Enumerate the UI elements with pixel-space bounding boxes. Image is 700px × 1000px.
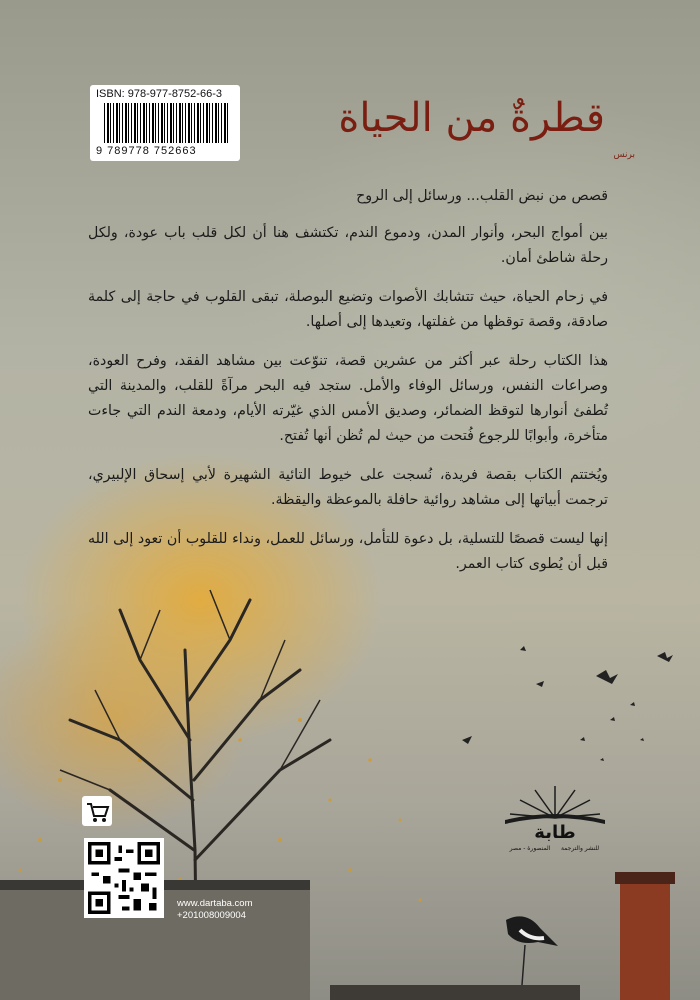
title-mark: برنس <box>613 150 635 160</box>
publisher-city: المنصورة - مصر <box>509 845 551 852</box>
blurb-subtitle: قصص من نبض القلب... ورسائل إلى الروح <box>356 188 608 204</box>
publisher-logo <box>495 778 615 858</box>
publisher-name: طابة <box>534 822 576 843</box>
isbn-digits: 9 789778 752663 <box>96 145 197 157</box>
isbn-code: ISBN: 978-977-8752-66-3 <box>96 88 222 100</box>
publisher-tagline: للنشر والترجمة <box>560 845 600 852</box>
barcode-bars <box>104 103 228 143</box>
phone-number: +201008009004 <box>177 910 246 921</box>
isbn-barcode <box>90 85 240 161</box>
blurb-paragraph: إنها ليست قصصًا للتسلية، بل دعوة للتأمل، ورسائل للعمل، ونداء للقلوب أن تعود إلى الله قبل أن يُطوى كتاب العمر. <box>88 531 608 572</box>
qr-code[interactable] <box>84 838 164 918</box>
blurb-paragraph: ويُختتم الكتاب بقصة فريدة، نُسجت على خيوط التائية الشهيرة لأبي إسحاق الإلبيري، ترجمت أبياتها إلى مشاهد روائية حافلة بالموعظة واليقظة. <box>88 467 608 508</box>
website-link[interactable]: www.dartaba.com <box>177 898 253 909</box>
shopping-cart-icon <box>82 796 112 826</box>
blurb-paragraph: هذا الكتاب رحلة عبر أكثر من عشرين قصة، تنوّعت بين مشاهد الفقد، وفرح العودة، وصراعات النفس، ورسائل الوفاء والأمل. ستجد فيه البحر مرآةً للقلب، والمدينة التي تُطفئ أنوارها لتوقظ الضمائر، وصديق الأمس الذي غيّرته الأيام، ودمعة الندم التي جاءت متأخرة، وأبوابًا للرجوع فُتحت من حيث لم تُظن أنها تُفتح. <box>88 353 608 444</box>
book-title: قطرةٌ من الحياة <box>338 95 605 141</box>
blurb-paragraph: في زحام الحياة، حيث تتشابك الأصوات وتضيع البوصلة، تبقى القلوب في حاجة إلى كلمة صادقة، وقصة توقظها من غفلتها، وتعيدها إلى أصلها. <box>88 289 608 330</box>
blurb-paragraph: بين أمواج البحر، وأنوار المدن، ودموع الندم، تكتشف هنا أن لكل قلب باب عودة، ولكل رحلة شاطئ أمان. <box>88 225 608 266</box>
publisher-contact <box>177 898 253 922</box>
blurb <box>88 184 608 591</box>
